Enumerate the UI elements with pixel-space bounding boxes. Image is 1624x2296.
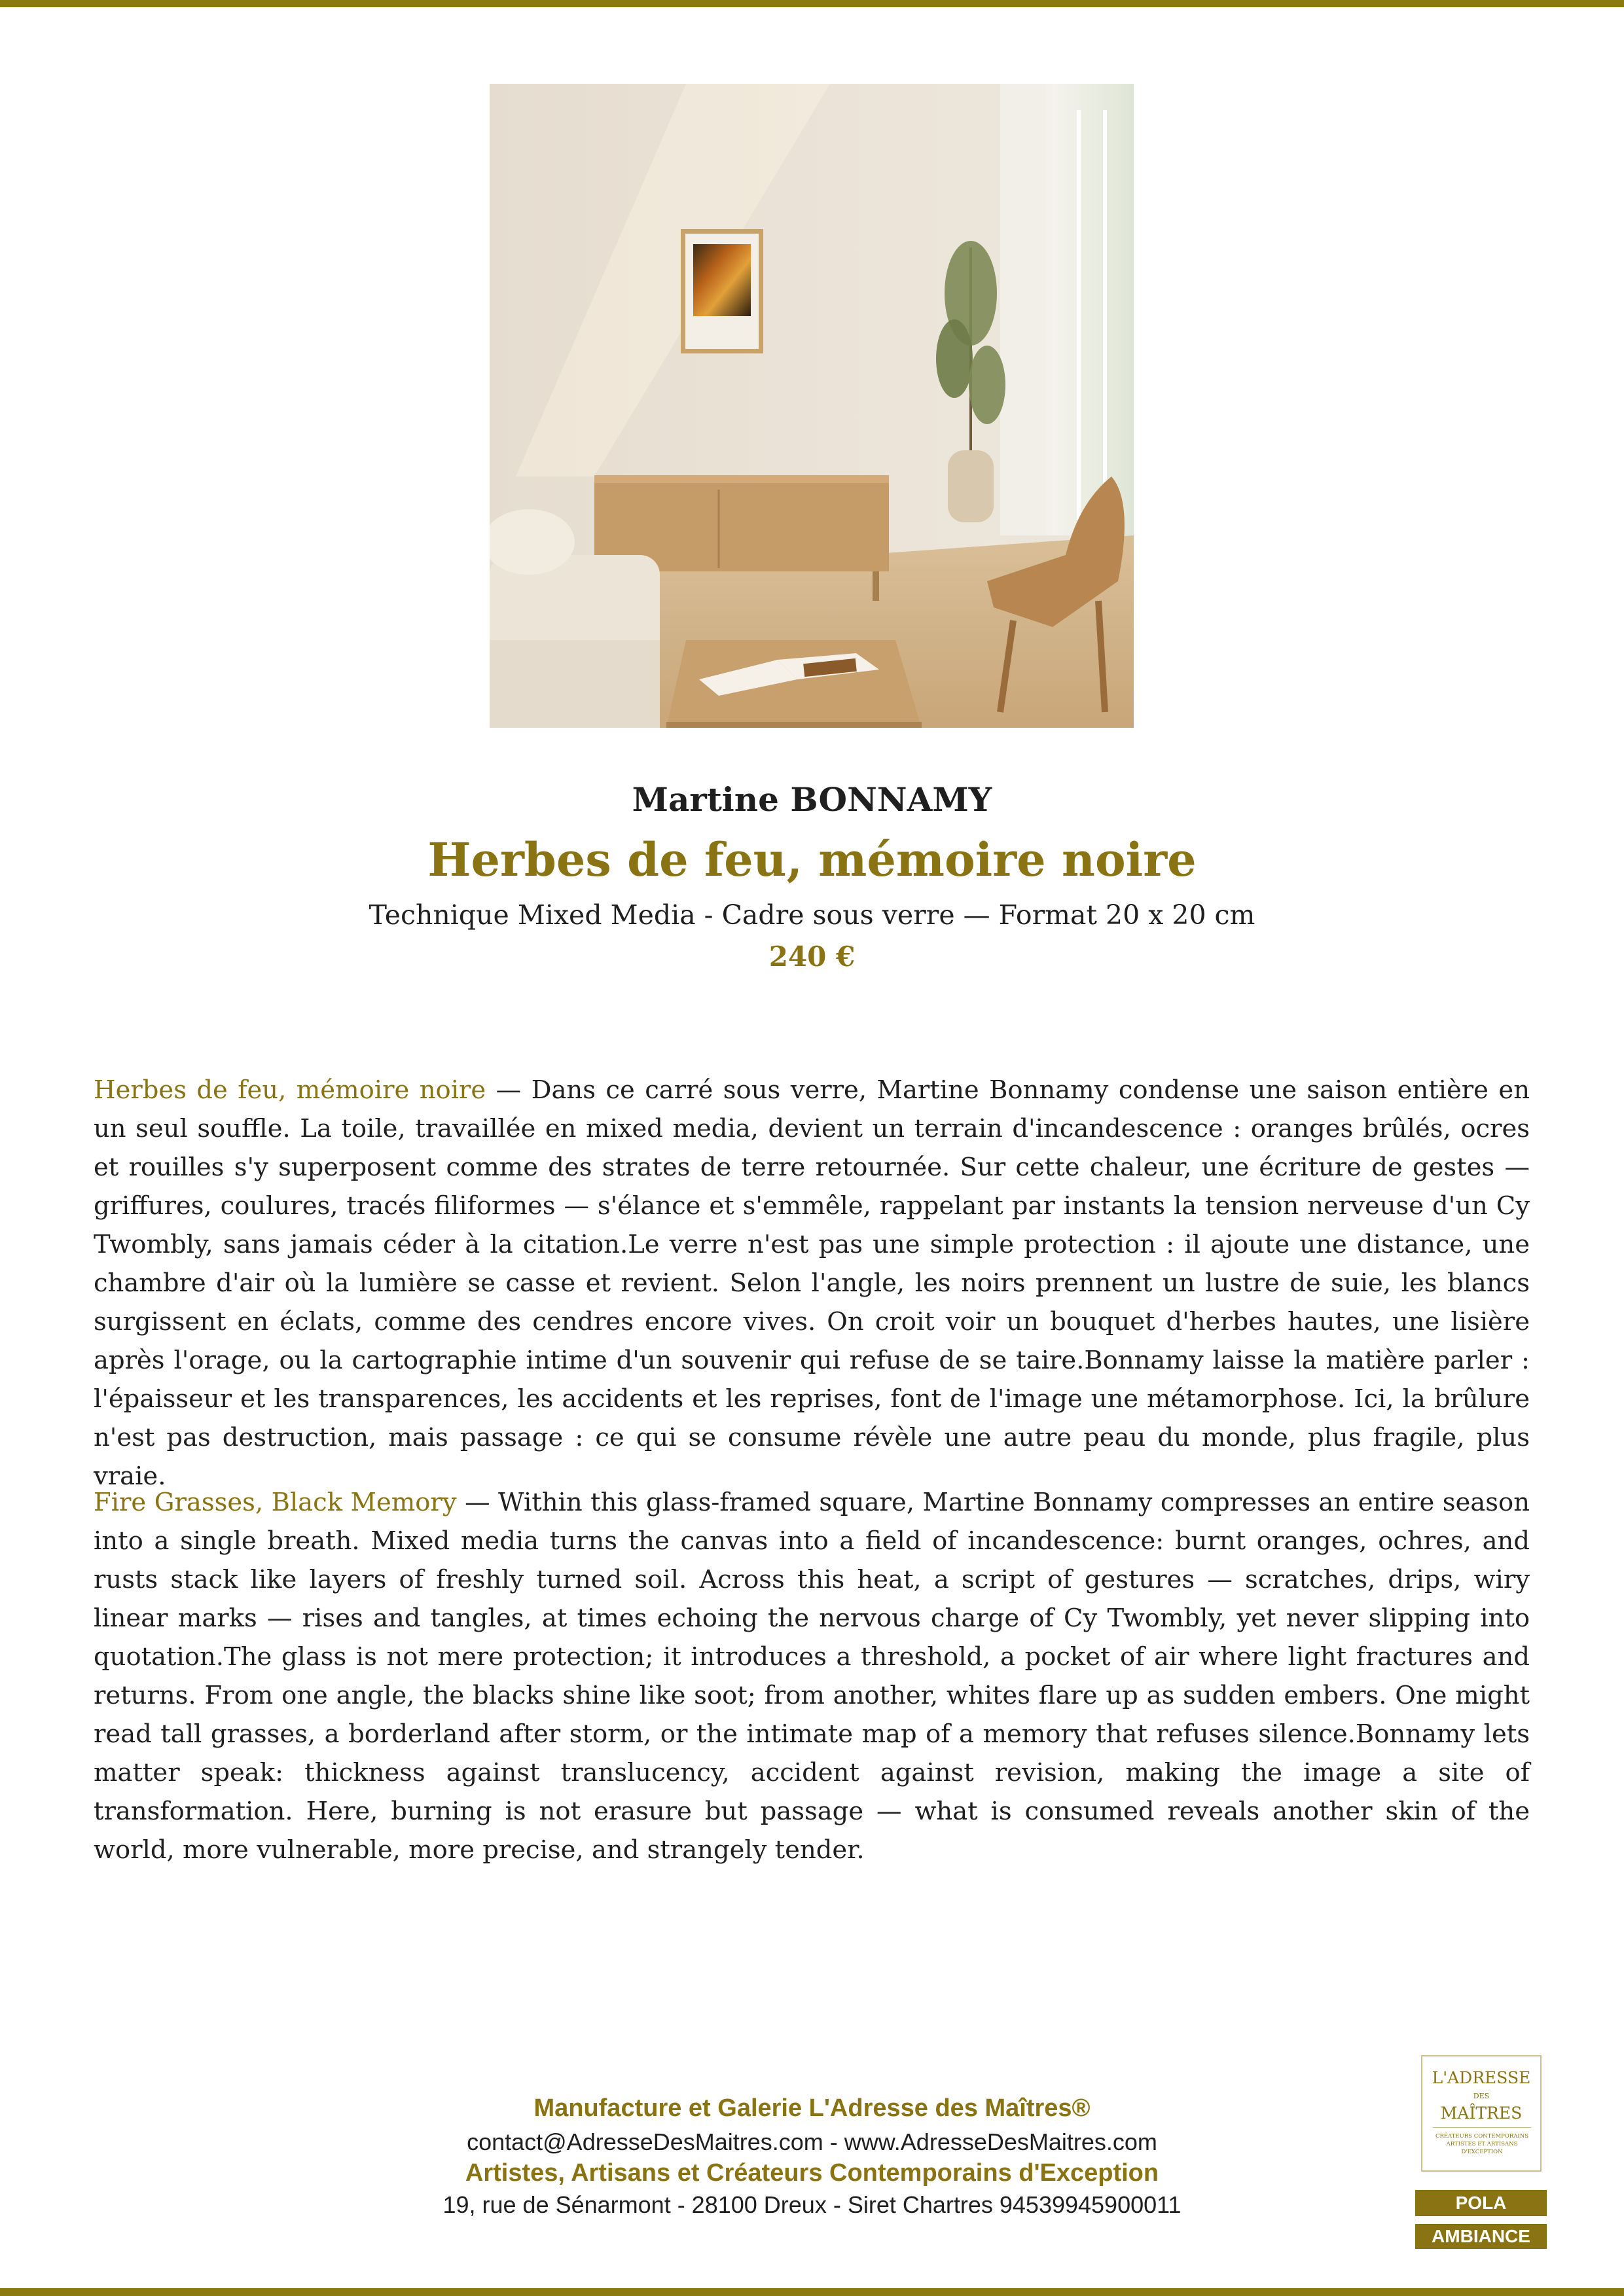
pola-badge: POLA — [1415, 2190, 1547, 2216]
artwork-technique: Technique Mixed Media - Cadre sous verre — Format 20 x 20 cm — [369, 899, 1255, 931]
description-english-text: — Within this glass-framed square, Martine Bonnamy compresses an entire season into a single breath. Mixed media turns the canvas into a field of incandescence: burnt oranges, ochres, and rusts stack like layers of freshly turned soil. Across this heat, a script of gestures — scratches, drips, wiry linear marks — rises and tangles, at times echoing the nervous charge of Cy Twombly, yet never slipping into quotation.The glass is not mere protection; it introduces a threshold, a pocket of air where light fractures and returns. From one angle, the blacks shine like soot; from another, whites flare up as sudden embers. One might read tall grasses, a borderland after storm, or the intimate map of a memory that refuses silence.Bonnamy lets matter speak: thickness against translucency, accident against revision, making the image a site of transformation. Here, burning is not erasure but passage — what is consumed reveals another skin of the world, more vulnerable, more precise, and strangely tender. — [94, 1488, 1530, 1865]
description-french-text: — Dans ce carré sous verre, Martine Bonnamy condense une saison entière en un seul souffle. La toile, travaillée en mixed media, devient un terrain d'incandescence : oranges brûlés, ocres et rouilles s'y superposent comme des strates de terre retournée. Sur cette chaleur, une écriture de gestes — griffures, coulures, tracés filiformes — s'élance et s'emmêle, rappelant par instants la tension nerveuse d'un Cy Twombly, sans jamais céder à la citation.Le verre n'est pas une simple protection : il ajoute une distance, une chambre d'air où la lumière se casse et revient. Selon l'angle, les noirs prennent un lustre de suie, les blancs surgissent en éclats, comme des cendres encore vives. On croit voir un bouquet d'herbes hautes, une lisière après l'orage, ou la cartographie intime d'un souvenir qui refuse de se taire.Bonnamy laisse la matière parler : l'épaisseur et les transparences, les accidents et les reprises, font de l'image une métamorphose. Ici, la brûlure n'est pas destruction, mais passage : ce qui se consume révèle une autre peau du monde, plus fragile, plus vraie. — [94, 1075, 1530, 1491]
ambiance-badge: AMBIANCE — [1415, 2224, 1547, 2249]
bottom-rule — [0, 2288, 1624, 2296]
logo-subtitle: CRÉATEURS CONTEMPORAINS ARTISTES ET ARTISANS D'EXCEPTION — [1435, 2133, 1529, 2155]
description-french — [94, 1071, 1530, 1496]
logo-divider — [1433, 2127, 1531, 2128]
artist-name: Martine BONNAMY — [632, 780, 992, 819]
description-english — [94, 1483, 1530, 1869]
footer-company: Manufacture et Galerie L'Adresse des Maîtres® — [533, 2094, 1091, 2122]
artwork-title: Herbes de feu, mémoire noire — [427, 833, 1197, 887]
logo-line2: DES — [1473, 2092, 1490, 2100]
logo-line3: MAÎTRES — [1440, 2104, 1523, 2123]
footer-address: 19, rue de Sénarmont - 28100 Dreux - Siret Chartres 94539945900011 — [442, 2191, 1182, 2218]
gallery-logo — [1421, 2055, 1542, 2172]
logo-line1: L'ADRESSE — [1432, 2068, 1531, 2087]
top-rule — [0, 0, 1624, 7]
footer-tagline: Artistes, Artisans et Créateurs Contemporains d'Exception — [465, 2159, 1159, 2187]
description-english-lead: Fire Grasses, Black Memory — [94, 1488, 457, 1517]
description-french-lead: Herbes de feu, mémoire noire — [94, 1075, 486, 1105]
artwork-price: 240 € — [768, 941, 856, 973]
interior-room-photo — [490, 84, 1134, 728]
footer-contact: contact@AdresseDesMaitres.com - www.AdresseDesMaitres.com — [467, 2128, 1157, 2155]
